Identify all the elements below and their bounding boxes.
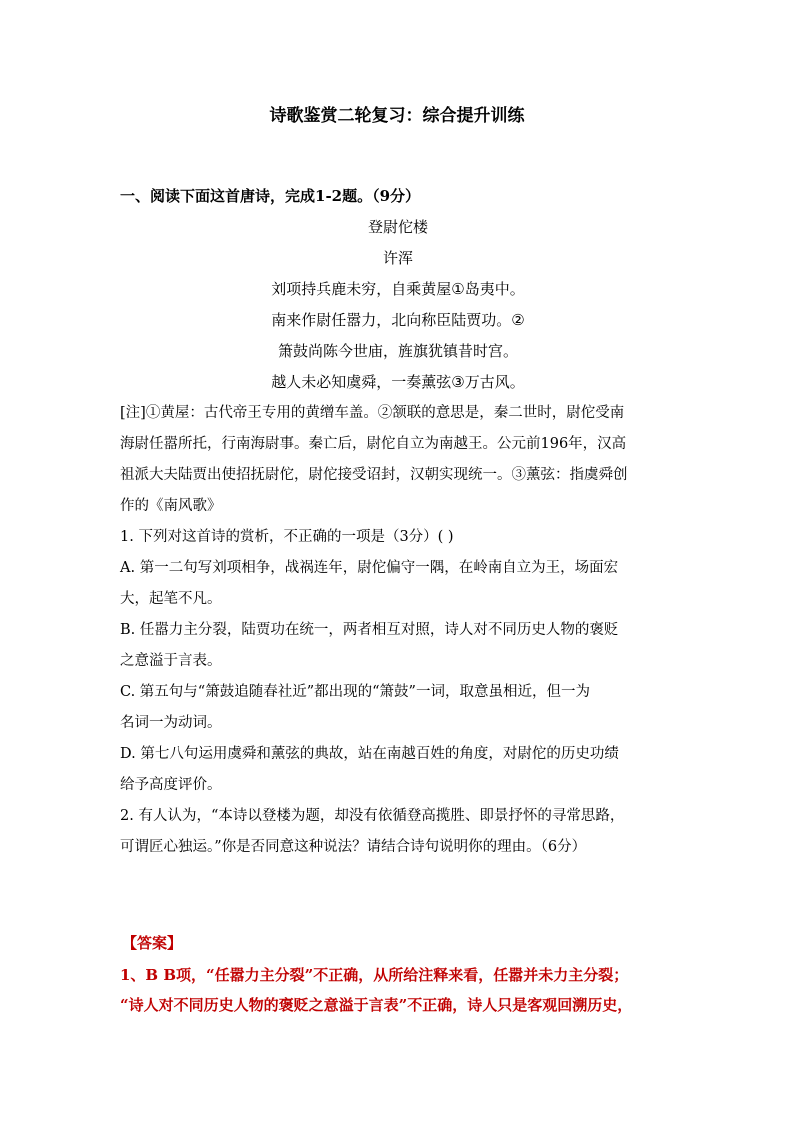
option-d-line: D. 第七八句运用虞舜和薰弦的典故，站在南越百姓的角度，对尉佗的历史功绩 xyxy=(120,746,619,762)
note-line: 海尉任嚣所托，行南海尉事。秦亡后，尉佗自立为南越王。公元前196年，汉高 xyxy=(120,436,627,452)
poem-line: 南来作尉任嚣力，北向称臣陆贾功。② xyxy=(271,311,525,329)
option-b-line: 之意溢于言表。 xyxy=(120,653,222,669)
option-b-line: B. 任嚣力主分裂，陆贾功在统一，两者相互对照，诗人对不同历史人物的褒贬 xyxy=(120,622,619,638)
poem-line: 越人未必知虞舜，一奏薰弦③万古风。 xyxy=(271,373,525,391)
question-2-line: 可谓匠心独运。”你是否同意这种说法？请结合诗句说明你的理由。（6分） xyxy=(120,839,587,855)
section-heading: 一、阅读下面这首唐诗，完成1-2题。（9分） xyxy=(120,187,421,205)
poem-author: 许浑 xyxy=(382,249,413,267)
question-2-line: 2. 有人认为，“本诗以登楼为题，却没有依循登高揽胜、即景抒怀的寻常思路， xyxy=(120,808,625,824)
question-1-stem: 1. 下列对这首诗的赏析，不正确的一项是（3分）( ) xyxy=(120,529,454,545)
body-text xyxy=(120,398,680,863)
option-c-line: C. 第五句与“箫鼓追随春社近”都出现的“箫鼓”一词，取意虽相近，但一为 xyxy=(120,684,590,700)
answer-line: “诗人对不同历史人物的褒贬之意溢于言表”不正确，诗人只是客观回溯历史， xyxy=(120,996,633,1014)
note-line: 祖派大夫陆贾出使招抚尉佗，尉佗接受诏封，汉朝实现统一。③薰弦：指虞舜创 xyxy=(120,467,628,483)
option-d-line: 给予高度评价。 xyxy=(120,777,222,793)
note-line: [注]①黄屋：古代帝王专用的黄缯车盖。②颔联的意思是，秦二世时，尉佗受南 xyxy=(120,405,625,421)
option-a-line: A. 第一二句写刘项相争，战祸连年，尉佗偏守一隅，在岭南自立为王，场面宏 xyxy=(120,560,619,576)
answer-text xyxy=(120,960,685,1020)
option-a-line: 大，起笔不凡。 xyxy=(120,591,222,607)
note-line: 作的《南风歌》 xyxy=(120,498,222,514)
poem-block xyxy=(120,212,676,398)
poem-title: 登尉佗楼 xyxy=(367,218,428,236)
answer-label: 【答案】 xyxy=(122,934,183,952)
poem-line: 刘项持兵鹿未穷，自乘黄屋①岛夷中。 xyxy=(271,280,525,298)
option-c-line: 名词一为动词。 xyxy=(120,715,222,731)
poem-line: 箫鼓尚陈今世庙，旌旗犹镇昔时宫。 xyxy=(277,342,518,360)
page-title: 诗歌鉴赏二轮复习：综合提升训练 xyxy=(269,106,525,126)
answer-line: 1、B B项，“任嚣力主分裂”不正确，从所给注释来看，任嚣并未力主分裂； xyxy=(120,966,629,984)
